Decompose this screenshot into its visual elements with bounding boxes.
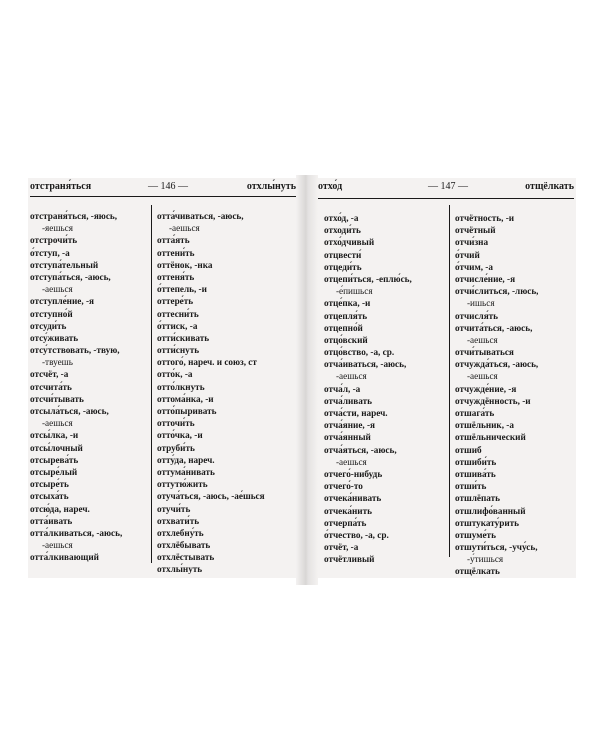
entry-continuation: -аешься [467,371,498,382]
dictionary-entry: оттома́нка, -и [157,393,214,404]
dictionary-entry: отчека́нить [324,505,372,516]
dictionary-entry: отсыре́ть [30,479,69,490]
dictionary-entry: отча́яться, -аюсь, [324,444,397,455]
dictionary-entry: отчисля́ть [455,310,499,321]
right-column-1 [324,212,412,565]
entry-continuation: -аешься [467,334,498,345]
dictionary-entry: отча́иваться, -аюсь, [324,359,407,370]
dictionary-entry: отчека́нивать [324,493,382,504]
dictionary-entry: оттёнок, -нка [157,259,213,270]
entry-continuation: -у́тишься [467,554,504,565]
dictionary-entry: отшива́ть [455,468,496,479]
dictionary-entry: отточи́ть [157,418,195,429]
dictionary-entry: отсчёт, -а [30,369,69,380]
dictionary-entry: оттеня́ть [157,271,195,282]
dictionary-entry: отча́яние, -я [324,420,376,431]
dictionary-entry: оттере́ть [157,296,194,307]
dictionary-entry: отступа́ться, -аюсь, [30,271,111,282]
left-column-divider [151,205,152,563]
dictionary-entry: отту́да, нареч. [157,454,215,465]
dictionary-entry: отцеди́ть [324,261,362,272]
dictionary-entry: отчи́слиться, -люсь, [455,286,539,297]
right-page-number: — 147 — [428,181,468,192]
dictionary-entry: отцепно́й [324,322,363,333]
dictionary-entry: оттесни́ть [157,308,199,319]
dictionary-entry: отта́чиваться, -аюсь, [157,211,244,221]
right-header-first-word: отхо́д [318,181,343,192]
dictionary-entry: о́тчий [455,249,480,260]
dictionary-entry: отта́ивать [30,515,73,526]
right-header-rule [318,198,574,199]
dictionary-entry: отступно́й [30,308,73,319]
dictionary-entry: отчисле́ние, -я [455,273,516,284]
dictionary-entry: отхлёстывать [157,552,215,563]
dictionary-entry: отча́ливать [324,395,372,406]
dictionary-entry: отши́ть [455,481,487,492]
left-column-1 [30,210,122,563]
entry-continuation: -аешься [42,418,73,429]
dictionary-entry: отстраня́ться, -яюсь, [30,211,118,221]
dictionary-entry: отцо́вский [324,334,368,345]
dictionary-entry: отцо́вство, -а, ср. [324,347,395,358]
dictionary-entry: о́тчество, -а, ср. [324,529,389,540]
dictionary-entry: отшёльнический [455,432,526,443]
dictionary-entry: оттутю́жить [157,479,208,490]
dictionary-entry: отшиби́ть [455,456,497,467]
entry-continuation: -аешься [42,284,73,295]
dictionary-entry: отсчи́тывать [30,393,84,404]
dictionary-entry: отсю́да, нареч. [30,503,90,514]
entry-continuation: -аешься [42,540,73,551]
dictionary-entry: отчего́-то [324,481,363,492]
dictionary-entry: отшага́ть [455,408,495,418]
entry-continuation: -аешься [336,371,367,382]
dictionary-entry: отшути́ться, -учу́сь, [455,542,538,553]
dictionary-entry: о́тступ, -а [30,247,70,258]
dictionary-entry: отча́янный [324,432,371,443]
left-page-header [30,180,296,194]
dictionary-entry: о́тчим, -а [455,261,493,272]
dictionary-entry: отта́ять [157,235,190,246]
dictionary-entry: оттого́, нареч. и союз, ст [157,357,257,368]
dictionary-entry: о́ттиск, -а [157,320,198,331]
entry-continuation: -е́пишься [336,286,373,297]
dictionary-entry: отчита́ться, -аюсь, [455,322,533,333]
dictionary-entry: отто́к, -а [157,369,193,380]
dictionary-entry: отруби́ть [157,442,195,453]
dictionary-entry: отступа́тельный [30,259,99,270]
dictionary-entry: отсы́лка, -и [30,430,79,441]
dictionary-entry: отсу́живать [30,332,79,343]
dictionary-entry: отступле́ние, -я [30,296,94,307]
dictionary-entry: отстрочи́ть [30,235,78,246]
dictionary-entry: отчужде́ние, -я [455,383,517,394]
dictionary-entry: отсчита́ть [30,381,72,392]
dictionary-entry: отчётливый [324,554,375,565]
right-page-header [318,180,574,194]
dictionary-entry: отти́снуть [157,345,200,356]
left-header-last-word: отхлы́нуть [246,181,296,192]
dictionary-entry: отщёлкать [455,566,500,577]
dictionary-entry: отсуди́ть [30,320,67,331]
dictionary-entry: отто́лкнуть [157,381,205,392]
entry-continuation: -аешься [336,456,367,467]
dictionary-entry: отсырева́ть [30,454,79,465]
dictionary-entry: отхвати́ть [157,515,200,526]
dictionary-entry: оттени́ть [157,247,195,258]
dictionary-entry: отцепи́ться, -еплю́сь, [324,273,412,284]
dictionary-entry: отсыре́лый [30,466,78,477]
dictionary-entry: отуча́ться, -аюсь, -ае́шься [157,491,265,502]
dictionary-entry: оттума́нивать [157,466,215,477]
left-header-rule [30,196,296,197]
right-column-divider [449,205,450,557]
dictionary-entry: отчего́-нибудь [324,468,383,479]
dictionary-entry: отшуме́ть [455,529,496,540]
dictionary-entry: отчи́зна [455,237,489,248]
dictionary-entry: отчёт, -а [324,542,359,553]
dictionary-entry: отшиб [455,444,482,455]
dictionary-entry: отсы́лочный [30,442,83,453]
dictionary-entry: отцепля́ть [324,310,368,321]
dictionary-entry: отто́пыривать [157,406,217,416]
dictionary-entry: отце́пка, -и [324,298,371,309]
dictionary-entry: отто́чка, -и [157,430,203,441]
dictionary-entry: отштукату́рить [455,517,519,528]
dictionary-entry: отхо́дчивый [324,237,375,248]
dictionary-entry: отсыха́ть [30,491,69,502]
dictionary-entry: отходи́ть [324,225,361,236]
book-gutter [296,175,318,585]
dictionary-entry: отцвести́ [324,249,362,260]
right-header-last-word: отщёлкать [525,181,574,192]
right-column-2 [455,212,538,578]
dictionary-entry: отти́скивать [157,332,210,343]
dictionary-entry: отча́л, -а [324,383,361,394]
dictionary-entry: отшлифо́ванный [455,505,526,516]
dictionary-entry: отучи́ть [157,503,191,514]
dictionary-entry: о́ттепель, -и [157,284,207,295]
dictionary-entry: отчерпа́ть [324,517,367,528]
entry-continuation: -ишься [467,298,495,309]
dictionary-entry: отхо́д, -а [324,213,359,223]
dictionary-entry: отхлы́нуть [157,564,203,575]
dictionary-entry: отчётность, -и [455,213,515,223]
entry-continuation: -аешься [169,223,200,234]
left-page-number: — 146 — [148,181,188,192]
entry-continuation: -твуешь [42,357,73,368]
left-header-first-word: отстраня́ться [30,181,92,192]
dictionary-entry: отчи́тываться [455,347,514,358]
dictionary-entry: отхлёбывать [157,540,211,551]
dictionary-entry: отчётный [455,225,496,236]
dictionary-entry: отхлебну́ть [157,527,204,538]
dictionary-entry: отчуждённость, -и [455,395,531,406]
dictionary-entry: отта́лкиваться, -аюсь, [30,527,123,538]
dictionary-entry: отта́лкивающий [30,552,99,563]
dictionary-entry: отшёльник, -а [455,420,514,431]
entry-continuation: -яешься [42,223,73,234]
left-column-2 [157,210,265,576]
dictionary-entry: отсу́тствовать, -твую, [30,345,120,356]
dictionary-entry: отшлёпать [455,493,500,504]
dictionary-entry: отчужда́ться, -аюсь, [455,359,539,370]
dictionary-entry: отча́сти, нареч. [324,408,388,418]
dictionary-entry: отсыла́ться, -аюсь, [30,406,109,416]
